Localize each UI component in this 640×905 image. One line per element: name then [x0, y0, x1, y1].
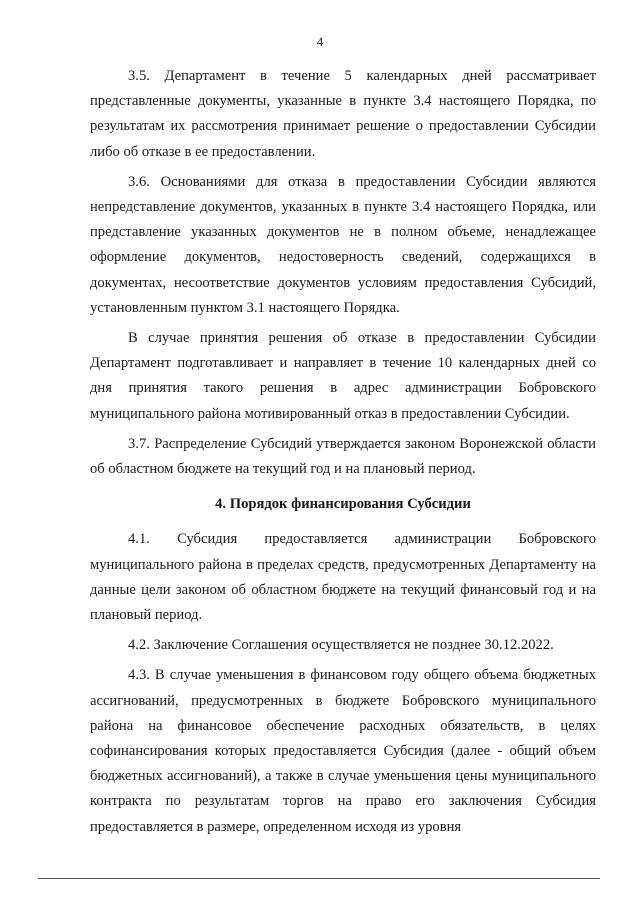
document-body: [90, 64, 596, 840]
paragraph-refusal: В случае принятия решения об отказе в предоставлении Субсидии Департамент подготавливает и направляет в течение 10 календарных дней со дня принятия такого решения в адрес администрации Бобровского муниципального района мотивированный отказ в предоставлении Субсидии.: [90, 330, 596, 422]
paragraph-3-6: 3.6. Основаниями для отказа в предоставлении Субсидии являются непредставление документов, указанных в пункте 3.4 настоящего Порядка, или представление указанных документов не в полном объеме, ненадлежащее оформление документов, недостоверность сведений, содержащихся в документах, несоответствие документов условиям предоставления Субсидий, установленным пунктом 3.1 настоящего Порядка.: [90, 173, 596, 316]
paragraph-3-5: 3.5. Департамент в течение 5 календарных дней рассматривает представленные документы, указанные в пункте 3.4 настоящего Порядка, по результатам их рассмотрения принимает решение о предоставлении Субсидии либо об отказе в ее предоставлении.: [90, 68, 596, 160]
page-number: 4: [316, 34, 324, 49]
paragraph-4-1: 4.1. Субсидия предоставляется администрации Бобровского муниципального района в пределах средств, предусмотренных Департаменту на данные цели законом об областном бюджете на текущий финансовый год и на плановый период.: [90, 531, 596, 624]
footer-rule: [38, 878, 600, 879]
paragraph-3-7: 3.7. Распределение Субсидий утверждается законом Воронежской области об областном бюджете на текущий год и на плановый период.: [90, 435, 596, 478]
paragraph-4-2: 4.2. Заключение Соглашения осуществляется не позднее 30.12.2022.: [128, 637, 554, 654]
paragraph-4-3: 4.3. В случае уменьшения в финансовом году общего объема бюджетных ассигнований, предусмотренных в бюджете Бобровского муниципального района на финансовое обеспечение расходных обязательств, в целях софинансирования которых предоставляется Субсидия (далее - общий объем бюджетных ассигнований), а также в случае уменьшения цены муниципального контракта по результатам торгов на право его заключения Субсидия предоставляется в размере, определенном исходя из уровня: [90, 667, 596, 835]
section-heading: 4. Порядок финансирования Субсидии: [215, 496, 471, 513]
